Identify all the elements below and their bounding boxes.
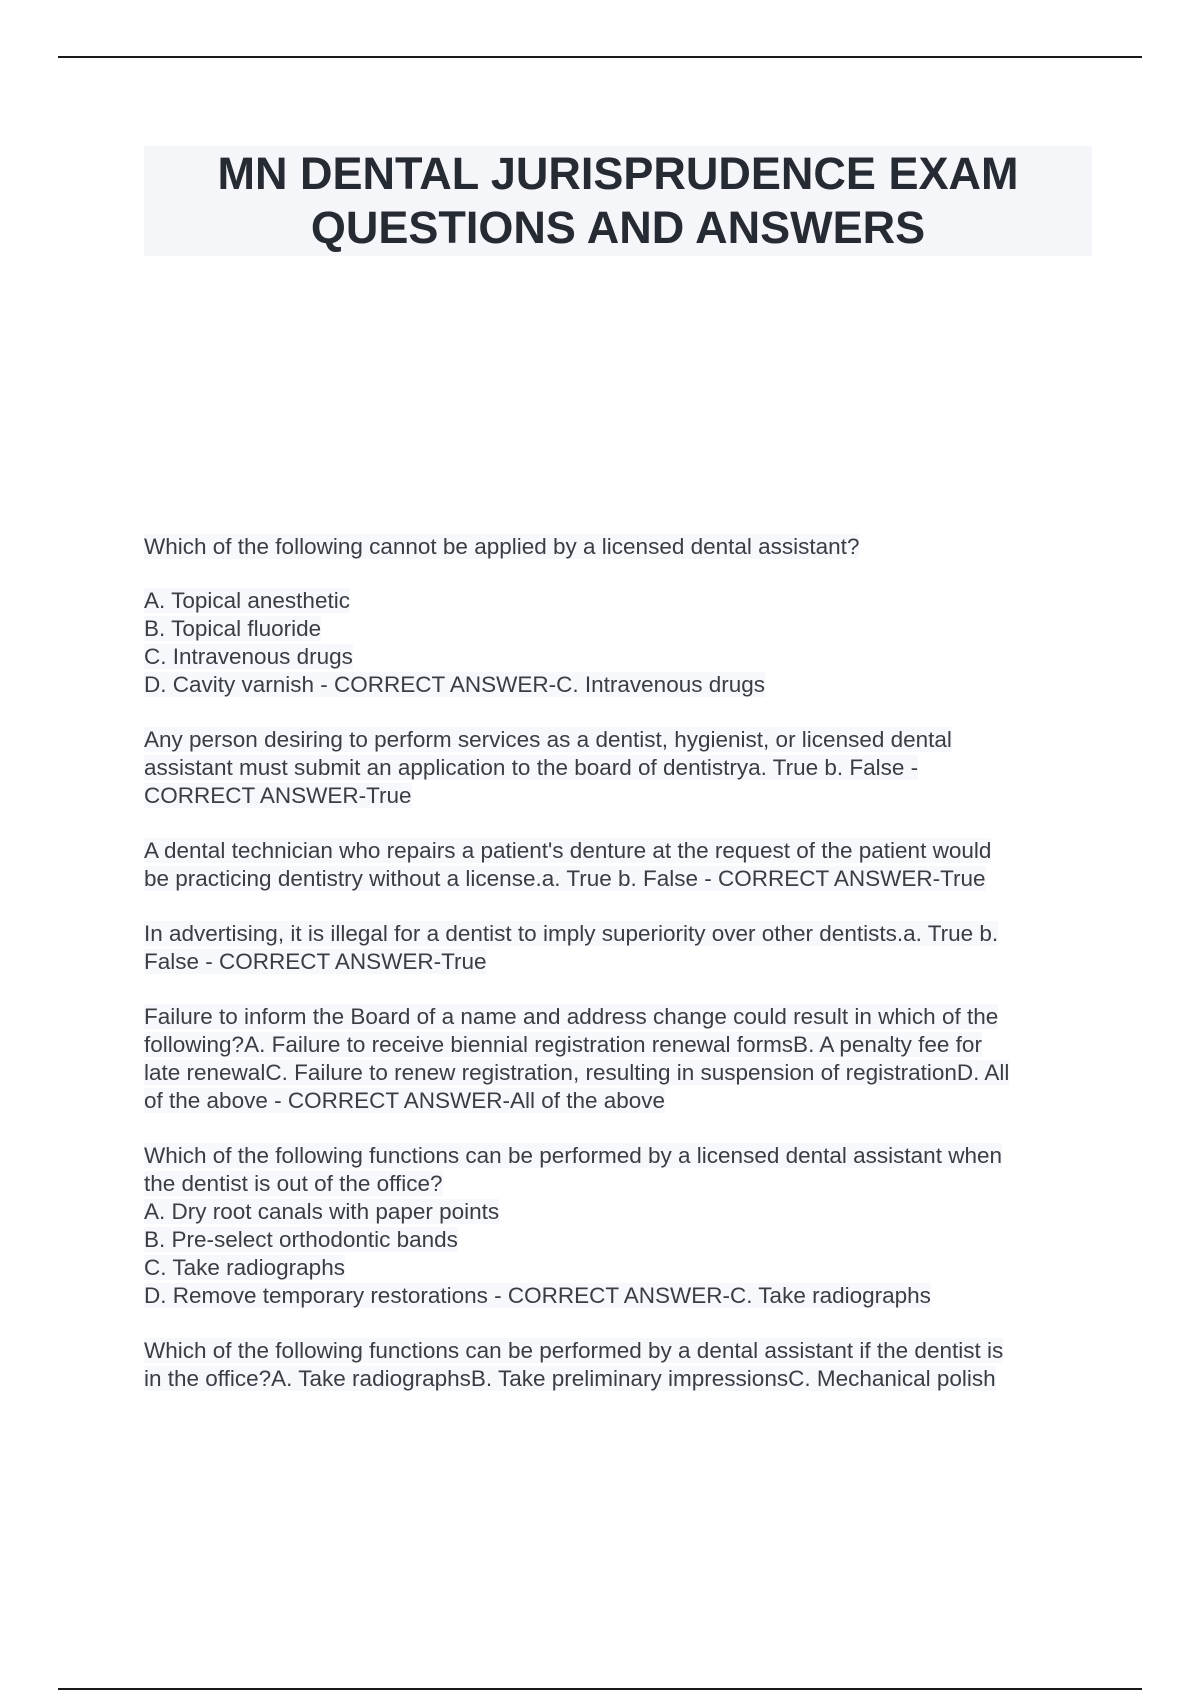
qa-line: Any person desiring to perform services as a dentist, hygienist, or licensed dental xyxy=(144,727,952,752)
option-c: C. Take radiographs xyxy=(144,1255,345,1280)
qa-line: False - CORRECT ANSWER-True xyxy=(144,949,487,974)
qa-line: Which of the following functions can be performed by a dental assistant if the dentist is xyxy=(144,1338,1004,1363)
qa-item-2 xyxy=(144,726,1084,810)
qa-line: of the above - CORRECT ANSWER-All of the above xyxy=(144,1088,666,1113)
qa-item-5 xyxy=(144,1003,1084,1115)
question-text: Which of the following cannot be applied by a licensed dental assistant? xyxy=(144,534,860,559)
qa-item-7 xyxy=(144,1337,1084,1393)
qa-item-4 xyxy=(144,920,1084,976)
qa-item-6 xyxy=(144,1142,1084,1310)
qa-line: CORRECT ANSWER-True xyxy=(144,783,412,808)
qa-line: assistant must submit an application to the board of dentistrya. True b. False - xyxy=(144,755,919,780)
qa-content xyxy=(144,533,1084,1420)
option-c: C. Intravenous drugs xyxy=(144,644,353,669)
option-b: B. Pre-select orthodontic bands xyxy=(144,1227,458,1252)
qa-line: in the office?A. Take radiographsB. Take preliminary impressionsC. Mechanical polish xyxy=(144,1366,996,1391)
qa-item-3 xyxy=(144,837,1084,893)
qa-line: following?A. Failure to receive biennial registration renewal formsB. A penalty fee for xyxy=(144,1032,982,1057)
option-d-answer: D. Cavity varnish - CORRECT ANSWER-C. Intravenous drugs xyxy=(144,672,766,697)
question-text: Which of the following functions can be performed by a licensed dental assistant when xyxy=(144,1143,1002,1168)
title-line-2: QUESTIONS AND ANSWERS xyxy=(310,202,926,253)
qa-item-1 xyxy=(144,533,1084,699)
qa-line: A dental technician who repairs a patient's denture at the request of the patient would xyxy=(144,838,992,863)
qa-line: be practicing dentistry without a license.a. True b. False - CORRECT ANSWER-True xyxy=(144,866,986,891)
header-rule xyxy=(58,56,1142,58)
option-a: A. Topical anesthetic xyxy=(144,588,350,613)
option-a: A. Dry root canals with paper points xyxy=(144,1199,500,1224)
title-line-1: MN DENTAL JURISPRUDENCE EXAM xyxy=(217,148,1019,199)
option-b: B. Topical fluoride xyxy=(144,616,322,641)
qa-line: In advertising, it is illegal for a dentist to imply superiority over other dentists.a. True b. xyxy=(144,921,999,946)
footer-rule xyxy=(58,1688,1142,1690)
document-title xyxy=(144,146,1092,256)
option-d-answer: D. Remove temporary restorations - CORRECT ANSWER-C. Take radiographs xyxy=(144,1283,931,1308)
qa-line: late renewalC. Failure to renew registration, resulting in suspension of registrationD. All xyxy=(144,1060,1010,1085)
qa-line: Failure to inform the Board of a name and address change could result in which of the xyxy=(144,1004,999,1029)
question-text: the dentist is out of the office? xyxy=(144,1171,443,1196)
